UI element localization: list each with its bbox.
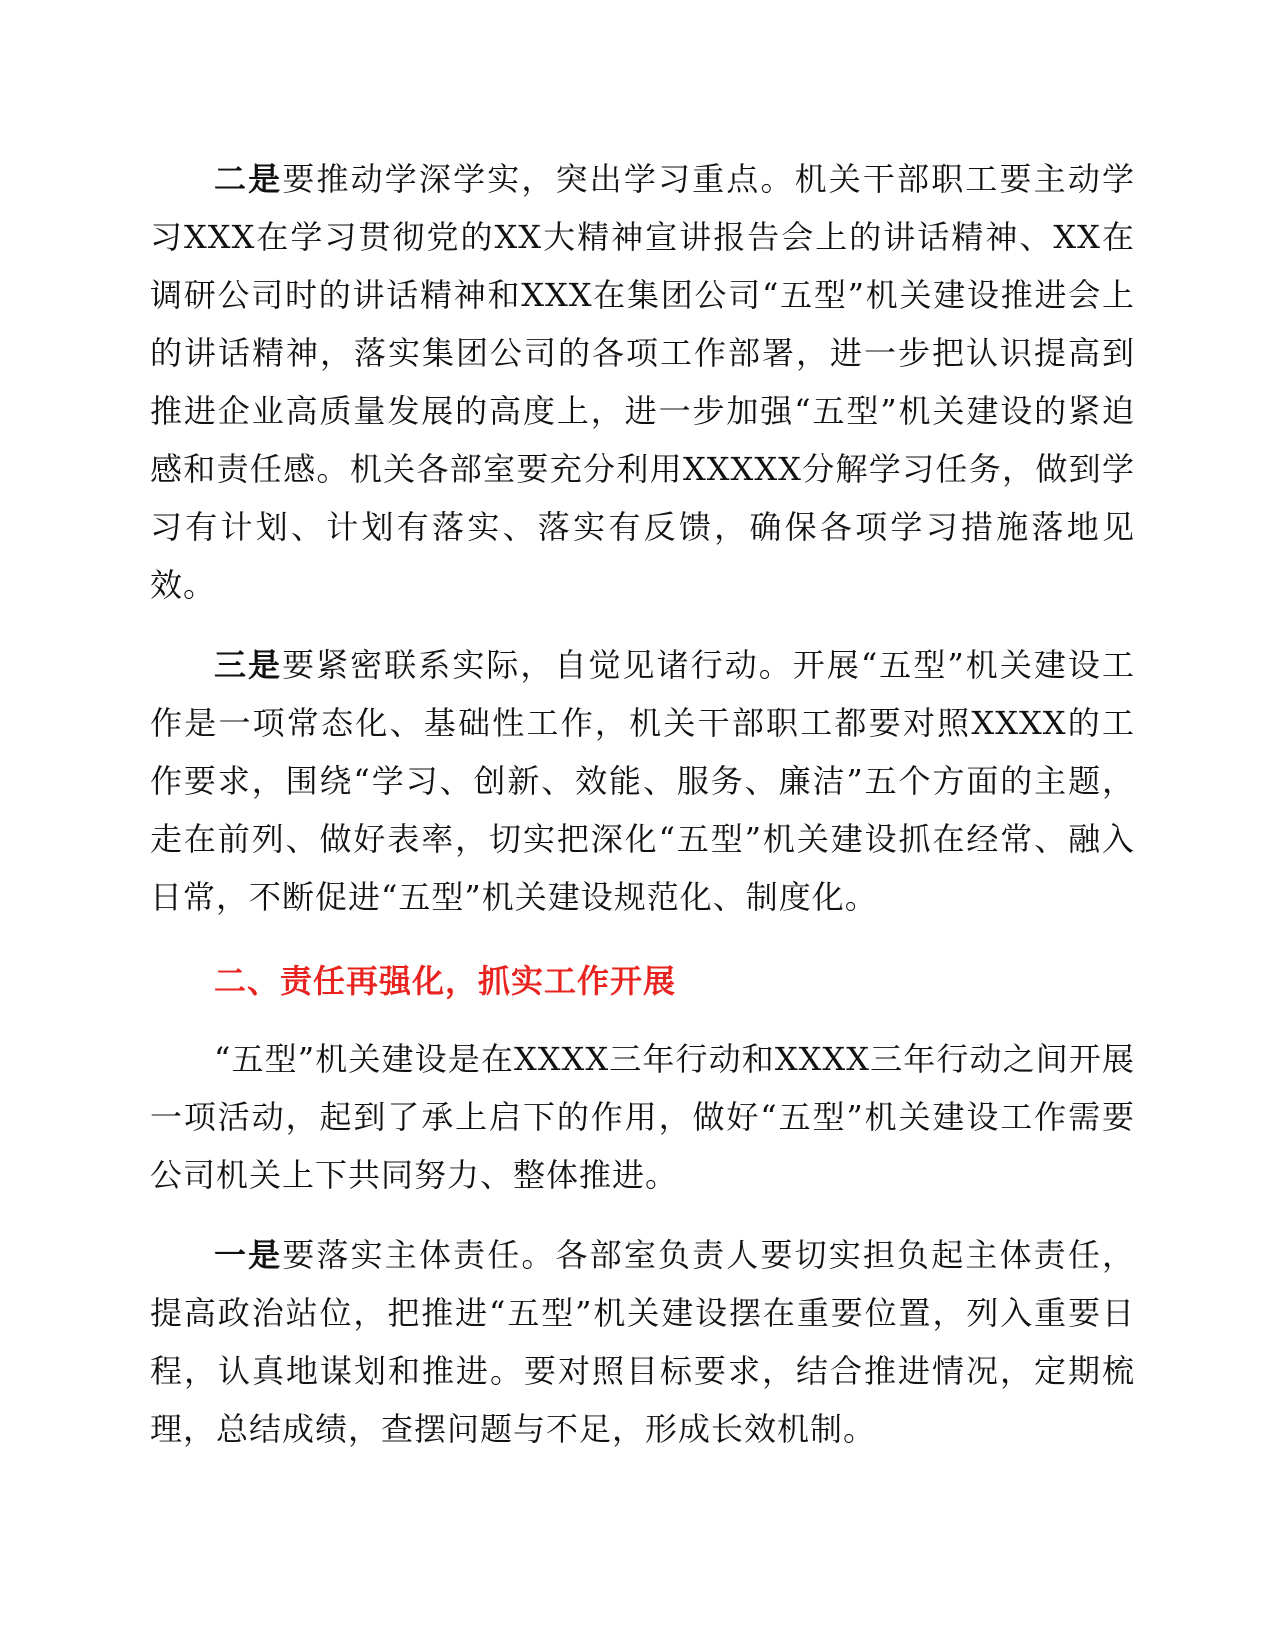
document-page (150, 150, 1135, 1458)
paragraph-lead: 三是 (214, 646, 283, 684)
paragraph-three (150, 636, 1135, 926)
paragraph-text: 要推动学深学实，突出学习重点。机关干部职工要主动学习XXX在学习贯彻党的XX大精神宣讲报告会上的讲话精神、XX在调研公司时的讲话精神和XXX在集团公司“五型”机关建设推进会上的讲话精神，落实集团公司的各项工作部署，进一步把认识提高到推进企业高质量发展的高度上，进一步加强“五型”机关建设的紧迫感和责任感。机关各部室要充分利用XXXXX分解学习任务，做到学习有计划、计划有落实、落实有反馈，确保各项学习措施落地见效。 (150, 160, 1135, 604)
paragraph-lead: 二是 (214, 160, 283, 198)
section-intro: “五型”机关建设是在XXXX三年行动和XXXX三年行动之间开展一项活动，起到了承上启下的作用，做好“五型”机关建设工作需要公司机关上下共同努力、整体推进。 (150, 1040, 1135, 1194)
paragraph-text: 要紧密联系实际，自觉见诸行动。开展“五型”机关建设工作是一项常态化、基础性工作，机关干部职工都要对照XXXX的工作要求，围绕“学习、创新、效能、服务、廉洁”五个方面的主题，走在前列、做好表率，切实把深化“五型”机关建设抓在经常、融入日常，不断促进“五型”机关建设规范化、制度化。 (150, 646, 1135, 916)
paragraph-lead: 一是 (214, 1236, 283, 1274)
paragraph-two (150, 150, 1135, 614)
section-heading: 二、责任再强化，抓实工作开展 (214, 962, 677, 1000)
paragraph-text: 要落实主体责任。各部室负责人要切实担负起主体责任，提高政治站位，把推进“五型”机关建设摆在重要位置，列入重要日程，认真地谋划和推进。要对照目标要求，结合推进情况，定期梳理，总结成绩，查摆问题与不足，形成长效机制。 (150, 1236, 1135, 1448)
paragraph-one (150, 1226, 1135, 1458)
